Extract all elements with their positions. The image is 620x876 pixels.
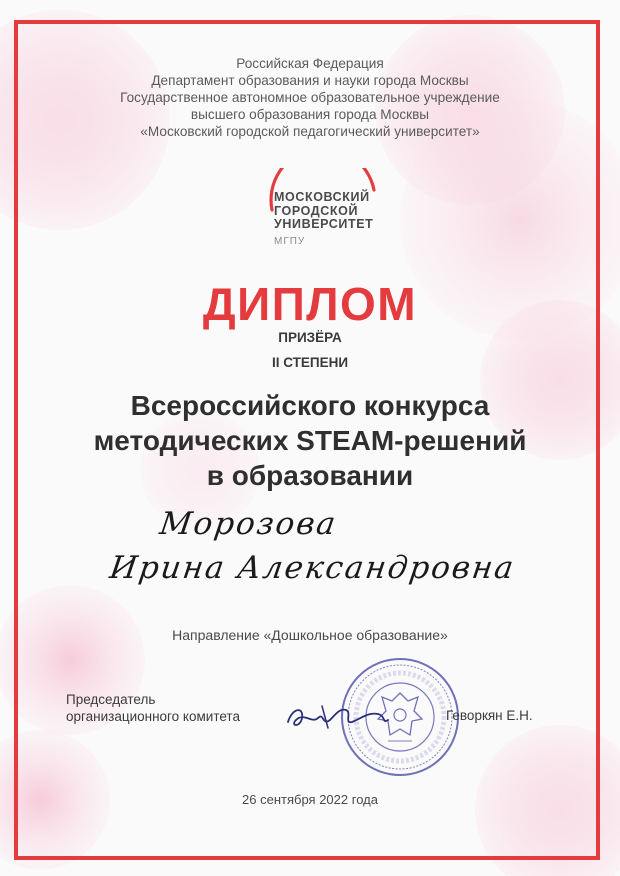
recipient-given-names: Ирина Александровна (107, 550, 518, 586)
role-line: Председатель (66, 692, 156, 707)
direction-text: Направление «Дошкольное образование» (172, 627, 448, 643)
logo-line: МОСКОВСКИЙ (274, 190, 370, 204)
rank-label: ПРИЗЁРА (278, 330, 342, 345)
header-line: Департамент образования и науки города Москвы (151, 73, 469, 88)
handwritten-signature (282, 698, 392, 734)
signatory-role (66, 691, 240, 725)
role-line: организационного комитета (66, 709, 240, 724)
header-line: «Московский городской педагогический университет» (140, 124, 480, 139)
rank-degree: II СТЕПЕНИ (271, 355, 349, 370)
diploma-title: ДИПЛОМ (202, 278, 418, 330)
university-logo (256, 168, 396, 260)
contest-line: в образовании (206, 460, 414, 491)
logo-line: УНИВЕРСИТЕТ (274, 217, 374, 231)
signatory-name: Геворкян Е.Н. (446, 708, 533, 723)
logo-text (274, 191, 373, 232)
header-line: Российская Федерация (236, 56, 384, 71)
header-line: Государственное автономное образовательное учреждение (120, 90, 500, 105)
contest-line: методических STEAM-решений (93, 425, 527, 456)
contest-name (0, 388, 620, 493)
logo-abbreviation: МГПУ (274, 236, 306, 247)
logo-line: ГОРОДСКОЙ (274, 203, 359, 218)
contest-line: Всероссийского конкурса (130, 390, 490, 421)
recipient-surname: Морозова (157, 506, 340, 542)
header-line: высшего образования города Москвы (190, 107, 430, 122)
issuer-header (0, 55, 620, 140)
issue-date: 26 сентября 2022 года (242, 792, 378, 807)
